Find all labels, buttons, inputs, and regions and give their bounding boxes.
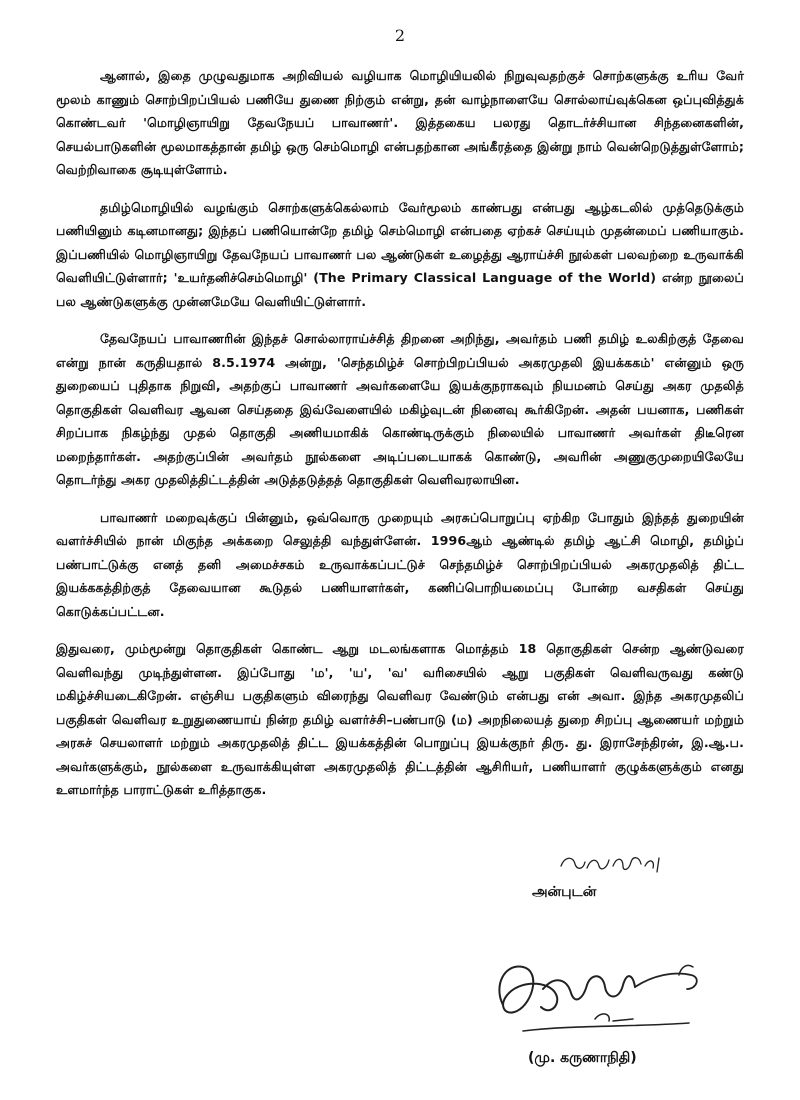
letter-body bbox=[56, 64, 744, 816]
page-number: 2 bbox=[394, 26, 406, 45]
signatory-name: (மு. கருணாநிதி) bbox=[528, 1050, 637, 1066]
paragraph-5: இதுவரை, மும்மூன்று தொகுதிகள் கொண்ட ஆறு மடலங்களாக மொத்தம் 18 தொகுதிகள் சென்ற ஆண்டுவரை வெளிவந்து முடிந்துள்ளன. இப்போது 'ம', 'ய', 'வ' வரிசையில் ஆறு பகுதிகள் வெளிவருவது கண்டு மகிழ்ச்சியடைகிறேன். எஞ்சிய பகுதிகளும் விரைந்து வெளிவர வேண்டும் என்பது என் அவா. இந்த அகரமுதலிப் பகுதிகள் வெளிவர உறுதுணையாய் நின்ற தமிழ் வளர்ச்சி–பண்பாடு (ம) அறநிலையத் துறை சிறப்பு ஆணையர் மற்றும் அரசுச் செயலாளர் மற்றும் அகரமுதலித் திட்ட இயக்கத்தின் பொறுப்பு இயக்குநர் திரு. து. இராசேந்திரன், இ.ஆ.ப. அவர்களுக்கும், நூல்களை உருவாக்கியுள்ள அகரமுதலித் திட்டத்தின் ஆசிரியர், பணியாளர் குழுக்களுக்கும் எனது உளமார்ந்த பாராட்டுகள் உரித்தாகுக. bbox=[56, 641, 744, 797]
paragraph-1: ஆனால், இதை முழுவதுமாக அறிவியல் வழியாக மொழியியலில் நிறுவுவதற்குச் சொற்களுக்கு உரிய வேர் மூலம் காணும் சொற்பிறப்பியல் பணியே துணை நிற்கும் என்று, தன் வாழ்நாளையே சொல்லாய்வுக்கென ஒப்புவித்துக் கொண்டவர் 'மொழிஞாயிறு தேவநேயப் பாவாணர்'. இத்தகைய பலரது தொடர்ச்சியான சிந்தனைகளின், செயல்பாடுகளின் மூலமாகத்தான் தமிழ் ஒரு செம்மொழி என்பதற்கான அங்கீரத்தை இன்று நாம் வென்றெடுத்துள்ளோம்; வெற்றிவாகை சூடியுள்ளோம். bbox=[56, 68, 744, 177]
paragraph-4: பாவாணர் மறைவுக்குப் பின்னும், ஒவ்வொரு முறையும் அரசுப்பொறுப்பு ஏற்கிற போதும் இந்தத் துறையின் வளர்ச்சியில் நான் மிகுந்த அக்கறை செலுத்தி வந்துள்ளேன். 1996ஆம் ஆண்டில் தமிழ் ஆட்சி மொழி, தமிழ்ப் பண்பாட்டுக்கு எனத் தனி அமைச்சகம் உருவாக்கப்பட்டுச் செந்தமிழ்ச் சொற்பிறப்பியல் அகரமுதலித் திட்ட இயக்ககத்திற்குத் தேவையான கூடுதல் பணியாளர்கள், கணிப்பொறியமைப்பு போன்ற வசதிகள் செய்து கொடுக்கப்பட்டன. bbox=[56, 509, 744, 619]
sign-off: அன்புடன் bbox=[532, 884, 597, 900]
paragraph-2: தமிழ்மொழியில் வழங்கும் சொற்களுக்கெல்லாம் வேர்மூலம் காண்பது என்பது ஆழ்கடலில் முத்தெடுக்கும் பணியினும் கடினமானது; இந்தப் பணியொன்றே தமிழ் செம்மொழி என்பதை ஏற்கச் செய்யும் முதன்மைப் பணியாகும். இப்பணியில் மொழிஞாயிறு தேவநேயப் பாவாணர் பல ஆண்டுகள் உழைத்து ஆராய்ச்சி நூல்கள் பலவற்றை உருவாக்கி வெளியிட்டுள்ளார்; 'உயர்தனிச்செம்மொழி' (The Primary Classical Language of the World) என்ற நூலைப் பல ஆண்டுகளுக்கு முன்னமேயே வெளியிட்டுள்ளார். bbox=[56, 199, 744, 309]
signature-image bbox=[483, 945, 733, 1050]
handwritten-note-image bbox=[557, 848, 667, 876]
paragraph-3: தேவநேயப் பாவாணரின் இந்தச் சொல்லாராய்ச்சித் திறனை அறிந்து, அவர்தம் பணி தமிழ் உலகிற்குத் தேவை என்று நான் கருதியதால் 8.5.1974 அன்று, 'செந்தமிழ்ச் சொற்பிறப்பியல் அகரமுதலி இயக்ககம்' என்னும் ஒரு துறையைப் புதிதாக நிறுவி, அதற்குப் பாவாணர் அவர்களையே இயக்குநராகவும் நியமனம் செய்து அகர முதலித் தொகுதிகள் வெளிவர ஆவன செய்ததை இவ்வேளையில் மகிழ்வுடன் நினைவு கூர்கிறேன். அதன் பயனாக, பணிகள் சிறப்பாக நிகழ்ந்து முதல் தொகுதி அணியமாகிக் கொண்டிருக்கும் நிலையில் பாவாணர் அவர்கள் திடீரென மறைந்தார்கள். அதற்குப்பின் அவர்தம் நூல்களை அடிப்படையாகக் கொண்டு, அவரின் அணுகுமுறையிலேயே தொடர்ந்து அகர முதலித்திட்டத்தின் அடுத்தடுத்தத் தொகுதிகள் வெளிவரலாயின. bbox=[56, 331, 744, 487]
